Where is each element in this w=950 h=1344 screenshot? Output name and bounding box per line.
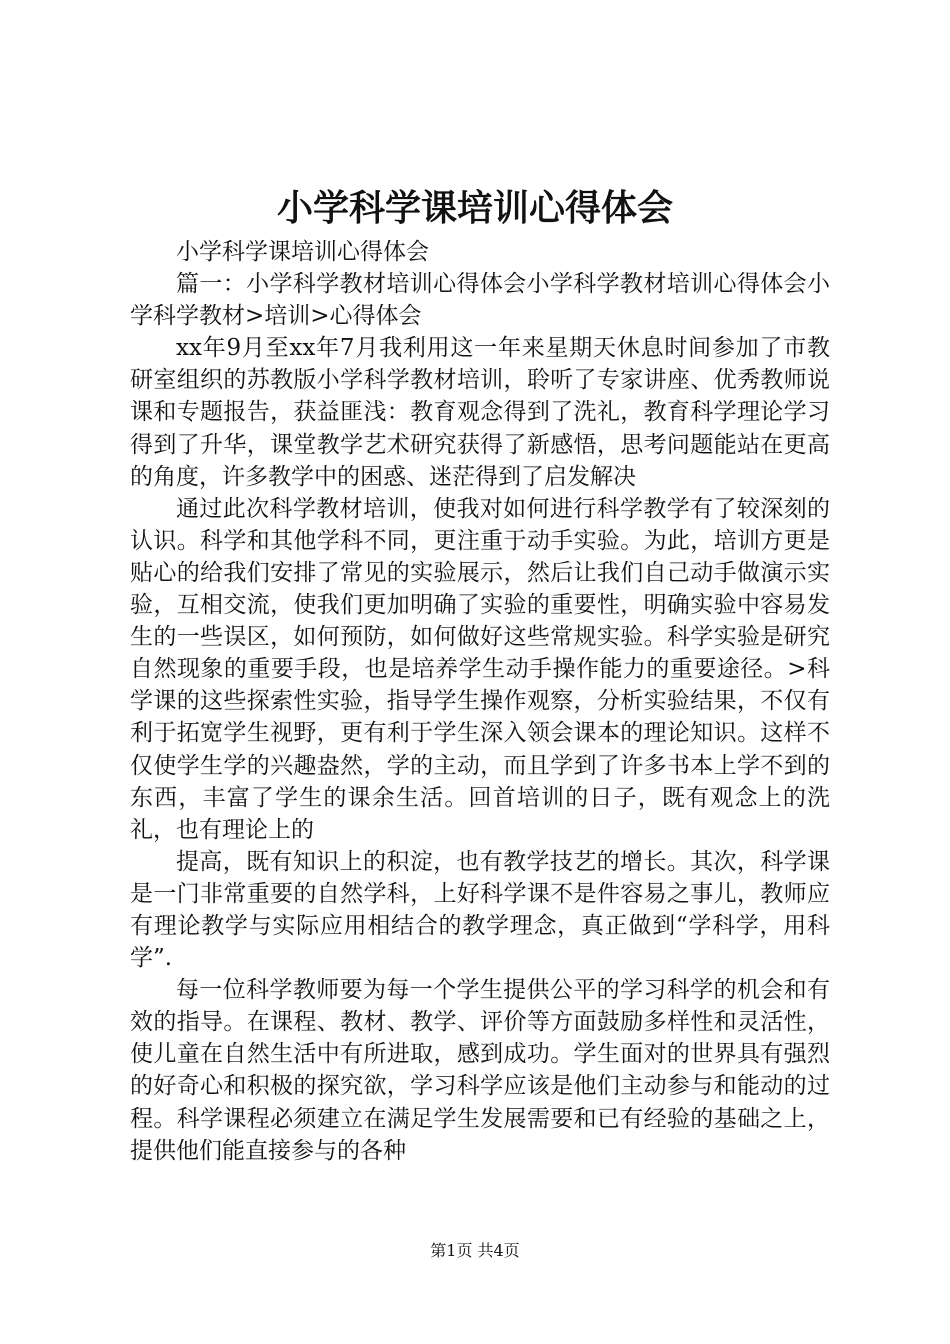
document-body bbox=[130, 236, 830, 1167]
page-footer: 第1页 共4页 bbox=[430, 1241, 520, 1260]
paragraph-improvement: 提高，既有知识上的积淀，也有教学技艺的增长。其次，科学课是一门非常重要的自然学科，上好科学课不是件容易之事儿，教师应有理论教学与实际应用相结合的教学理念，真正做到“学科学，用科学”. bbox=[130, 848, 830, 972]
paragraph-subtitle: 小学科学课培训心得体会 bbox=[176, 239, 429, 265]
paragraph-intro: xx年9月至xx年7月我利用这一年来星期天休息时间参加了市教研室组织的苏教版小学科学教材培训，聆听了专家讲座、优秀教师说课和专题报告，获益匪浅：教育观念得到了洗礼，教育科学理论学习得到了升华，课堂教学艺术研究获得了新感悟，思考问题能站在更高的角度，许多教学中的困惑、迷茫得到了启发解决 bbox=[130, 335, 830, 490]
paragraph-section-heading: 篇一：小学科学教材培训心得体会小学科学教材培训心得体会小学科学教材>培训>心得体会 bbox=[130, 271, 830, 330]
paragraph-training: 通过此次科学教材培训，使我对如何进行科学教学有了较深刻的认识。科学和其他学科不同，更注重于动手实验。为此，培训方更是贴心的给我们安排了常见的实验展示，然后让我们自己动手做演示实验，互相交流，使我们更加明确了实验的重要性，明确实验中容易发生的一些误区，如何预防，如何做好这些常规实验。科学实验是研究自然现象的重要手段，也是培养学生动手操作能力的重要途径。>科学课的这些探索性实验，指导学生操作观察，分析实验结果，不仅有利于拓宽学生视野，更有利于学生深入领会课本的理论知识。这样不仅使学生学的兴趣盎然，学的主动，而且学到了许多书本上学不到的东西，丰富了学生的课余生活。回首培训的日子，既有观念上的洗礼，也有理论上的 bbox=[130, 495, 830, 843]
document-title: 小学科学课培训心得体会 bbox=[276, 187, 673, 229]
paragraph-teacher-guidance: 每一位科学教师要为每一个学生提供公平的学习科学的机会和有效的指导。在课程、教材、教学、评价等方面鼓励多样性和灵活性，使儿童在自然生活中有所进取，感到成功。学生面对的世界具有强烈的好奇心和积极的探究欲，学习科学应该是他们主动参与和能动的过程。科学课程必须建立在满足学生发展需要和已有经验的基础之上，提供他们能直接参与的各种 bbox=[130, 977, 830, 1164]
